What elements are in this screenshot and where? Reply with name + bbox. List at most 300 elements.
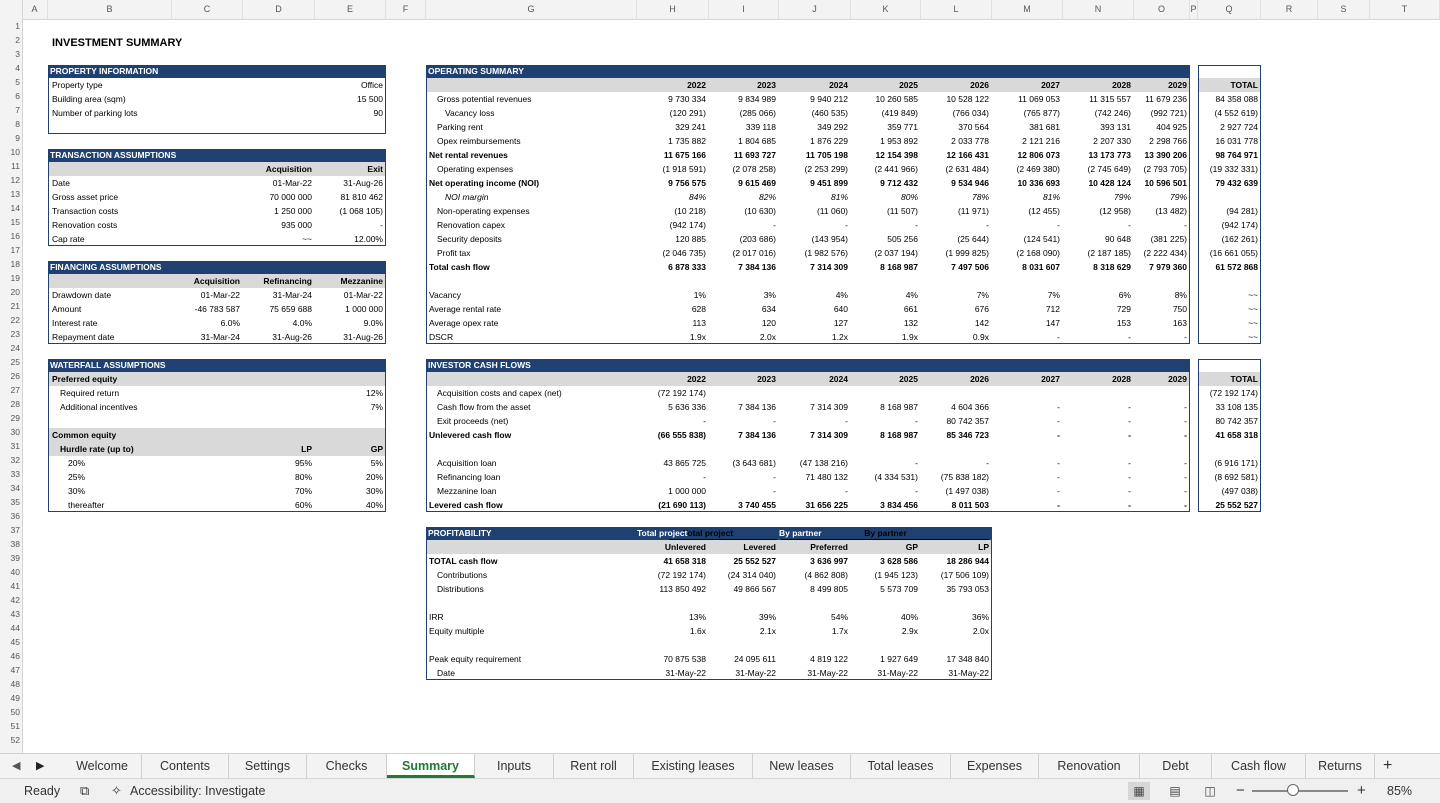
operating-value: 12 806 073 <box>1017 150 1060 160</box>
column-header-l[interactable]: L <box>921 0 992 19</box>
operating-value: (10 630) <box>744 206 776 216</box>
row-header-49[interactable]: 49 <box>10 693 20 703</box>
profitability-row-label: IRR <box>429 612 444 622</box>
row-header-23[interactable]: 23 <box>10 329 20 339</box>
investor-total: (72 192 174) <box>1209 388 1258 398</box>
financing-value: 4.0% <box>292 318 312 328</box>
year-header: 2024 <box>829 374 848 384</box>
column-header-r[interactable]: R <box>1261 0 1318 19</box>
operating-value: 11 693 727 <box>733 150 776 160</box>
profitability-value: 1.6x <box>689 626 706 636</box>
operating-value: (2 253 299) <box>804 164 848 174</box>
row-header-37[interactable]: 37 <box>10 525 20 535</box>
property-label: Property type <box>52 80 103 90</box>
row-header-50[interactable]: 50 <box>10 707 20 717</box>
operating-value: 81% <box>1042 192 1060 202</box>
operating-value: (2 037 194) <box>874 248 918 258</box>
row-header-42[interactable]: 42 <box>10 595 20 605</box>
sheet-tab-debt[interactable]: Debt <box>1140 754 1212 778</box>
row-header-39[interactable]: 39 <box>10 553 20 563</box>
sheet-tab-total-leases[interactable]: Total leases <box>851 754 951 778</box>
transaction-value: 01-Mar-22 <box>272 178 312 188</box>
operating-value: 8 318 629 <box>1093 262 1131 272</box>
investor-value: - <box>1128 416 1131 426</box>
investor-value: - <box>1128 402 1131 412</box>
profitability-value: 31-May-22 <box>665 668 706 678</box>
year-header: 2025 <box>899 374 918 384</box>
transaction-header: Acquisition <box>265 164 312 174</box>
operating-value: 349 292 <box>817 122 848 132</box>
investor-value: 8 168 987 <box>880 402 918 412</box>
column-header-n[interactable]: N <box>1063 0 1134 19</box>
transaction-assumptions-panel-title: TRANSACTION ASSUMPTIONS <box>48 149 386 162</box>
profitability-value: 54% <box>830 612 848 622</box>
sheet-tab-cash-flow[interactable]: Cash flow <box>1212 754 1306 778</box>
operating-total: (162 261) <box>1221 234 1258 244</box>
investor-row-label: Exit proceeds (net) <box>437 416 509 426</box>
transaction-value: 1 250 000 <box>274 206 312 216</box>
row-header-25[interactable]: 25 <box>10 357 20 367</box>
row-header-18[interactable]: 18 <box>10 259 20 269</box>
investor-value: (66 555 838) <box>657 430 706 440</box>
investor-value: - <box>1184 416 1187 426</box>
sheet-tab-rent-roll[interactable]: Rent roll <box>554 754 634 778</box>
operating-value: 11 705 198 <box>805 150 848 160</box>
profitability-value: 8 499 805 <box>810 584 848 594</box>
operating-row-label: Security deposits <box>437 234 502 244</box>
scroll-left-icon[interactable]: ◀ <box>12 760 21 772</box>
row-header-16[interactable]: 16 <box>10 231 20 241</box>
status-bar <box>0 778 1440 803</box>
operating-value: 120 885 <box>675 234 706 244</box>
profitability-value: 31-May-22 <box>948 668 989 678</box>
page-layout-view-icon[interactable]: ▤ <box>1169 784 1181 798</box>
operating-value: (460 535) <box>811 108 848 118</box>
investor-value: 3 834 456 <box>880 500 918 510</box>
column-header-i[interactable]: I <box>709 0 779 19</box>
operating-value: 9 940 212 <box>810 94 848 104</box>
hurdle-label: thereafter <box>68 500 105 510</box>
total-project-header: Total project <box>682 528 734 538</box>
profitability-value: 40% <box>900 612 918 622</box>
column-header-f[interactable]: F <box>386 0 426 19</box>
column-header-p[interactable]: P <box>1190 0 1198 19</box>
metric-value: 127 <box>833 318 848 328</box>
sheet-tab-contents[interactable]: Contents <box>142 754 229 778</box>
operating-value: 10 336 693 <box>1017 178 1060 188</box>
financing-label: Amount <box>52 304 82 314</box>
metric-value: 676 <box>974 304 989 314</box>
row-header-20[interactable]: 20 <box>10 287 20 297</box>
row-header-17[interactable]: 17 <box>10 245 20 255</box>
metric-value: 8% <box>1174 290 1187 300</box>
investor-value: 8 168 987 <box>880 430 918 440</box>
row-header-5[interactable]: 5 <box>15 77 20 87</box>
normal-view-icon[interactable]: ▦ <box>1128 782 1150 800</box>
metric-value: 0.9x <box>972 332 989 342</box>
row-header-43[interactable]: 43 <box>10 609 20 619</box>
investor-row-label: Cash flow from the asset <box>437 402 531 412</box>
row-header-10[interactable]: 10 <box>10 147 20 157</box>
operating-row-label: Parking rent <box>437 122 483 132</box>
sheet-tab-renovation[interactable]: Renovation <box>1039 754 1140 778</box>
transaction-label: Gross asset price <box>52 192 119 202</box>
financing-value: 31-Aug-26 <box>272 332 312 342</box>
metric-value: 163 <box>1172 318 1187 328</box>
transaction-value: ~~ <box>302 234 312 244</box>
operating-value: 9 730 334 <box>668 94 706 104</box>
operating-row-label: Non-operating expenses <box>437 206 530 216</box>
operating-value: 393 131 <box>1100 122 1131 132</box>
operating-value: 11 069 053 <box>1018 94 1060 104</box>
row-header-19[interactable]: 19 <box>10 273 20 283</box>
year-header: 2022 <box>687 374 706 384</box>
add-sheet-button[interactable]: + <box>1383 757 1393 774</box>
row-header-46[interactable]: 46 <box>10 651 20 661</box>
metric-total: ~~ <box>1248 318 1258 328</box>
year-header: 2026 <box>970 374 989 384</box>
operating-value: (381 225) <box>1150 234 1187 244</box>
investor-value: - <box>1184 430 1187 440</box>
operating-value: - <box>845 220 848 230</box>
operating-value: (120 291) <box>669 108 706 118</box>
operating-total: 16 031 778 <box>1215 136 1258 146</box>
row-header-32[interactable]: 32 <box>10 455 20 465</box>
row-header-27[interactable]: 27 <box>10 385 20 395</box>
row-header-41[interactable]: 41 <box>10 581 20 591</box>
row-header-11[interactable]: 11 <box>11 161 20 171</box>
financing-label: Drawdown date <box>52 290 112 300</box>
row-header-22[interactable]: 22 <box>10 315 20 325</box>
investor-value: - <box>1057 458 1060 468</box>
metric-value: 712 <box>1045 304 1060 314</box>
column-header-q[interactable]: Q <box>1198 0 1261 19</box>
column-header-c[interactable]: C <box>172 0 243 19</box>
row-header-bar <box>0 19 23 753</box>
operating-value: (2 187 185) <box>1087 248 1131 258</box>
financing-value: 1 000 000 <box>345 304 383 314</box>
investor-row-label: Acquisition costs and capex (net) <box>437 388 562 398</box>
financing-label: Repayment date <box>52 332 115 342</box>
profitability-value: 2.1x <box>759 626 776 636</box>
profitability-value: 39% <box>758 612 776 622</box>
operating-row-label: Gross potential revenues <box>437 94 532 104</box>
metric-value: 2.0x <box>759 332 776 342</box>
profitability-value: 24 095 611 <box>734 654 776 664</box>
transaction-label: Cap rate <box>52 234 85 244</box>
zoom-out-button[interactable]: − <box>1236 782 1245 799</box>
profitability-value: (1 945 123) <box>874 570 918 580</box>
operating-value: (942 174) <box>669 220 706 230</box>
row-header-24[interactable]: 24 <box>10 343 20 353</box>
operating-value: 79% <box>1113 192 1131 202</box>
operating-value: (766 034) <box>952 108 989 118</box>
metric-value: - <box>1057 332 1060 342</box>
metric-value: 640 <box>833 304 848 314</box>
operating-value: (285 066) <box>739 108 776 118</box>
investor-cash-flows-panel-title: INVESTOR CASH FLOWS <box>426 359 1190 372</box>
row-header-13[interactable]: 13 <box>10 189 20 199</box>
operating-row-label: Total cash flow <box>429 262 490 272</box>
operating-total: (16 661 055) <box>1209 248 1258 258</box>
operating-value: (2 222 434) <box>1143 248 1187 258</box>
row-header-51[interactable]: 51 <box>10 721 20 731</box>
by-partner-header: By partner <box>864 528 907 538</box>
operating-value: 10 260 585 <box>875 94 918 104</box>
operating-row-label: Operating expenses <box>437 164 514 174</box>
operating-value: 82% <box>758 192 776 202</box>
column-header-d[interactable]: D <box>243 0 315 19</box>
profitability-value: (17 506 109) <box>940 570 989 580</box>
row-header-9[interactable]: 9 <box>15 133 20 143</box>
row-header-48[interactable]: 48 <box>10 679 20 689</box>
select-all-corner[interactable] <box>0 0 23 19</box>
investor-row-label: Unlevered cash flow <box>429 430 512 440</box>
row-header-40[interactable]: 40 <box>10 567 20 577</box>
profitability-value: (24 314 040) <box>727 570 776 580</box>
investor-value: - <box>915 458 918 468</box>
investor-value: 5 636 336 <box>668 402 706 412</box>
investor-value: 80 742 357 <box>946 416 989 426</box>
metric-total: ~~ <box>1248 332 1258 342</box>
profitability-header: Preferred <box>810 542 848 552</box>
row-header-34[interactable]: 34 <box>10 483 20 493</box>
profitability-value: 41 658 318 <box>663 556 706 566</box>
operating-value: 9 615 469 <box>738 178 776 188</box>
row-header-38[interactable]: 38 <box>10 539 20 549</box>
investor-value: 3 740 455 <box>738 500 776 510</box>
transaction-value: 12.00% <box>354 234 383 244</box>
row-header-35[interactable]: 35 <box>10 497 20 507</box>
sheet-tab-welcome[interactable]: Welcome <box>63 754 142 778</box>
row-header-45[interactable]: 45 <box>10 637 20 647</box>
investor-value: - <box>845 486 848 496</box>
accessibility-status[interactable]: Accessibility: Investigate <box>130 784 266 798</box>
operating-value: (10 218) <box>674 206 706 216</box>
investor-value: (47 138 216) <box>799 458 848 468</box>
zoom-level[interactable]: 85% <box>1387 784 1413 798</box>
operating-value: 6 878 333 <box>668 262 706 272</box>
column-header-a[interactable]: A <box>22 0 48 19</box>
investor-row-label: Levered cash flow <box>429 500 503 510</box>
column-header-b[interactable]: B <box>48 0 172 19</box>
operating-value: 9 756 575 <box>668 178 706 188</box>
profitability-value: 18 286 944 <box>946 556 989 566</box>
sheet-tab-inputs[interactable]: Inputs <box>475 754 554 778</box>
scroll-right-icon[interactable]: ▶ <box>36 760 45 772</box>
profitability-value: 31-May-22 <box>735 668 776 678</box>
by-partner-header: By partner <box>779 528 822 538</box>
metric-value: 7% <box>976 290 989 300</box>
year-header: 2029 <box>1168 80 1187 90</box>
operating-row-label: Net operating income (NOI) <box>429 178 540 188</box>
transaction-value: - <box>380 220 383 230</box>
sheet-tab-checks[interactable]: Checks <box>307 754 387 778</box>
row-header-3[interactable]: 3 <box>15 49 20 59</box>
hurdle-label: 30% <box>68 486 86 496</box>
row-header-30[interactable]: 30 <box>10 427 20 437</box>
profitability-header: GP <box>905 542 918 552</box>
financing-label: Interest rate <box>52 318 98 328</box>
year-header: 2028 <box>1112 80 1131 90</box>
investor-value: (21 690 113) <box>658 500 706 510</box>
investor-value: - <box>1057 402 1060 412</box>
metric-total: ~~ <box>1248 304 1258 314</box>
year-header: 2027 <box>1041 374 1060 384</box>
operating-value: 370 564 <box>958 122 989 132</box>
investor-row-label: Mezzanine loan <box>437 486 497 496</box>
worksheet-grid[interactable] <box>23 20 1440 753</box>
financing-value: 9.0% <box>363 318 383 328</box>
row-header-4[interactable]: 4 <box>15 63 20 73</box>
hurdle-label: 25% <box>68 472 86 482</box>
investor-total: 25 552 527 <box>1215 500 1258 510</box>
row-header-7[interactable]: 7 <box>15 105 20 115</box>
page-break-view-icon[interactable]: ◫ <box>1204 784 1216 798</box>
operating-value: (13 482) <box>1155 206 1187 216</box>
financing-assumptions-panel-title: FINANCING ASSUMPTIONS <box>48 261 386 274</box>
year-header: 2024 <box>829 80 848 90</box>
investor-row-label: Acquisition loan <box>437 458 497 468</box>
row-header-14[interactable]: 14 <box>10 203 20 213</box>
sheet-tab-expenses[interactable]: Expenses <box>951 754 1039 778</box>
sheet-tab-settings[interactable]: Settings <box>229 754 307 778</box>
financing-value: 31-Mar-24 <box>200 332 240 342</box>
column-header-h[interactable]: H <box>637 0 709 19</box>
row-header-15[interactable]: 15 <box>10 217 20 227</box>
row-header-29[interactable]: 29 <box>10 413 20 423</box>
investor-value: - <box>845 416 848 426</box>
operating-value: 7 497 506 <box>951 262 989 272</box>
profitability-header: Levered <box>743 542 776 552</box>
operating-value: 10 596 501 <box>1144 178 1187 188</box>
column-header-k[interactable]: K <box>851 0 921 19</box>
metric-value: 1.9x <box>689 332 706 342</box>
accessibility-icon[interactable]: ✧ <box>111 783 122 798</box>
zoom-slider[interactable] <box>1252 790 1348 792</box>
investor-value: 31 656 225 <box>805 500 848 510</box>
operating-value: 78% <box>971 192 989 202</box>
financing-value: 01-Mar-22 <box>200 290 240 300</box>
column-header-s[interactable]: S <box>1318 0 1370 19</box>
transaction-value: 70 000 000 <box>269 192 312 202</box>
investor-row-label: Refinancing loan <box>437 472 501 482</box>
preferred-equity-label: Preferred equity <box>52 374 118 384</box>
operating-value: 7 314 309 <box>810 262 848 272</box>
operating-value: 80% <box>900 192 918 202</box>
investor-value: - <box>1128 500 1131 510</box>
financing-header: Mezzanine <box>340 276 383 286</box>
hurdle-value: 20% <box>365 472 383 482</box>
metric-value: 1.9x <box>901 332 918 342</box>
row-header-33[interactable]: 33 <box>10 469 20 479</box>
column-header-e[interactable]: E <box>315 0 386 19</box>
zoom-slider-handle[interactable] <box>1287 784 1299 796</box>
operating-value: - <box>773 220 776 230</box>
column-header-g[interactable]: G <box>426 0 637 19</box>
transaction-header: Exit <box>367 164 383 174</box>
operating-value: 505 256 <box>887 234 918 244</box>
investor-value: 1 000 000 <box>668 486 706 496</box>
metric-value: 6% <box>1118 290 1131 300</box>
profitability-value: 2.0x <box>972 626 989 636</box>
investor-value: (75 838 182) <box>940 472 989 482</box>
sheet-tab-returns[interactable]: Returns <box>1306 754 1375 778</box>
metric-label: Vacancy <box>429 290 461 300</box>
waterfall-value: 12% <box>365 388 383 398</box>
operating-summary-panel-title: OPERATING SUMMARY <box>426 65 1190 78</box>
operating-value: (2 469 380) <box>1016 164 1060 174</box>
metric-value: 7% <box>1047 290 1060 300</box>
operating-value: 8 168 987 <box>880 262 918 272</box>
row-header-12[interactable]: 12 <box>10 175 20 185</box>
column-header-t[interactable]: T <box>1370 0 1440 19</box>
investor-value: - <box>1128 430 1131 440</box>
year-header: 2023 <box>757 80 776 90</box>
investor-value: (4 334 531) <box>874 472 918 482</box>
metric-label: DSCR <box>429 332 454 342</box>
waterfall-label: Required return <box>60 388 120 398</box>
sheet-tab-new-leases[interactable]: New leases <box>753 754 851 778</box>
metric-value: 4% <box>905 290 918 300</box>
row-header-26[interactable]: 26 <box>10 371 20 381</box>
investor-value: - <box>986 458 989 468</box>
operating-row-label: Net rental revenues <box>429 150 508 160</box>
sheet-tab-summary[interactable]: Summary <box>387 754 475 778</box>
hurdle-value: 95% <box>294 458 312 468</box>
investor-value: - <box>773 416 776 426</box>
property-value: 90 <box>373 108 383 118</box>
column-header-j[interactable]: J <box>779 0 851 19</box>
row-header-44[interactable]: 44 <box>10 623 20 633</box>
column-header-o[interactable]: O <box>1134 0 1190 19</box>
row-header-52[interactable]: 52 <box>10 735 20 745</box>
macro-record-icon[interactable]: ⧉ <box>80 783 90 798</box>
sheet-tab-bar <box>0 753 1440 779</box>
hurdle-rate-label: Hurdle rate (up to) <box>60 444 134 454</box>
property-value: 15 500 <box>357 94 383 104</box>
operating-value: 84% <box>688 192 706 202</box>
column-header-m[interactable]: M <box>992 0 1063 19</box>
row-header-28[interactable]: 28 <box>10 399 20 409</box>
row-header-36[interactable]: 36 <box>10 511 20 521</box>
row-header-6[interactable]: 6 <box>15 91 20 101</box>
row-header-8[interactable]: 8 <box>15 119 20 129</box>
metric-value: 4% <box>835 290 848 300</box>
waterfall-assumptions-panel-title: WATERFALL ASSUMPTIONS <box>48 359 386 372</box>
row-header-1[interactable]: 1 <box>15 21 20 31</box>
year-header: 2026 <box>970 80 989 90</box>
operating-value: 13 390 206 <box>1144 150 1187 160</box>
investor-value: - <box>773 472 776 482</box>
investor-value: 85 346 723 <box>946 430 989 440</box>
operating-value: (1 999 825) <box>945 248 989 258</box>
profitability-value: 31-May-22 <box>807 668 848 678</box>
row-header-31[interactable]: 31 <box>10 441 20 451</box>
sheet-tab-existing-leases[interactable]: Existing leases <box>634 754 753 778</box>
year-header: 2022 <box>687 80 706 90</box>
row-header-2[interactable]: 2 <box>15 35 20 45</box>
zoom-in-button[interactable]: + <box>1357 782 1366 799</box>
investor-value: - <box>1128 472 1131 482</box>
operating-total: 2 927 724 <box>1220 122 1258 132</box>
row-header-21[interactable]: 21 <box>10 301 20 311</box>
metric-value: 1.2x <box>831 332 848 342</box>
row-header-47[interactable]: 47 <box>10 665 20 675</box>
investor-value: 43 865 725 <box>663 458 706 468</box>
operating-value: (992 721) <box>1150 108 1187 118</box>
operating-value: 11 679 236 <box>1145 94 1187 104</box>
